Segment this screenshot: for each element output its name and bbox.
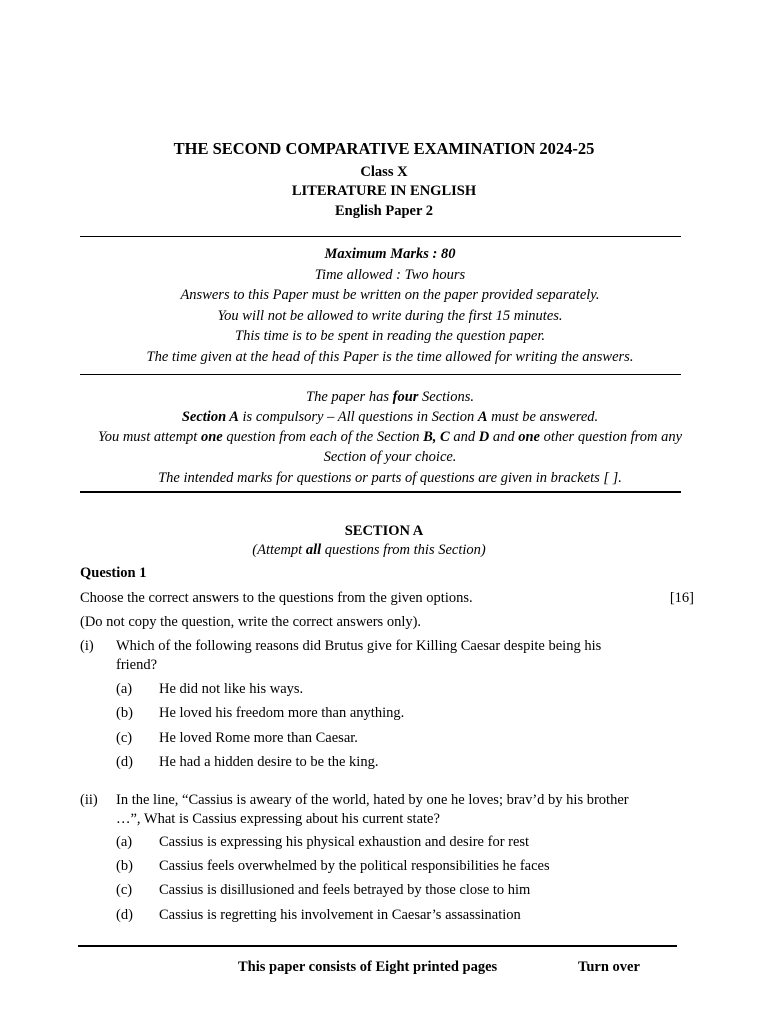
option-letter: (b) bbox=[116, 705, 133, 721]
option-letter: (d) bbox=[116, 907, 133, 923]
exam-title: THE SECOND COMPARATIVE EXAMINATION 2024-25 bbox=[173, 139, 595, 158]
instruction-line: This time is to be spent in reading the question paper. bbox=[235, 328, 545, 344]
question-title: Question 1 bbox=[80, 565, 147, 581]
instruction-line: The time given at the head of this Paper is the time allowed for writing the answers. bbox=[146, 348, 634, 365]
option-text: He loved Rome more than Caesar. bbox=[159, 730, 358, 746]
marks-note-line: The intended marks for questions or parts of questions are given in brackets [ ]. bbox=[158, 470, 622, 486]
option-text: Cassius is disillusioned and feels betrayed by those close to him bbox=[159, 882, 531, 898]
question-note: (Do not copy the question, write the correct answers only). bbox=[80, 614, 422, 630]
paper-label: English Paper 2 bbox=[334, 203, 434, 219]
option-letter: (a) bbox=[116, 834, 133, 850]
instruction-line: You will not be allowed to write during the first 15 minutes. bbox=[217, 307, 563, 324]
compulsory-line: Section A is compulsory – All questions in Section A must be answered. bbox=[181, 409, 599, 425]
option-text: Cassius is regretting his involvement in Caesar’s assassination bbox=[159, 907, 521, 923]
question-text: In the line, “Cassius is aweary of the world, hated by one he loves; brav’d by his brother …”, What is Cassius expressing about his current state? bbox=[116, 792, 629, 827]
instruction-line: Answers to this Paper must be written on the paper provided separately. bbox=[180, 287, 600, 303]
option-text: He had a hidden desire to be the king. bbox=[159, 754, 379, 770]
option-text: Cassius feels overwhelmed by the political responsibilities he faces bbox=[159, 858, 550, 874]
choice-line: Section of your choice. bbox=[323, 449, 457, 465]
option-letter: (d) bbox=[116, 754, 133, 770]
sections-count-line: The paper has four Sections. bbox=[306, 389, 474, 405]
option-letter: (c) bbox=[116, 882, 133, 898]
option-letter: (a) bbox=[116, 681, 133, 697]
time-allowed: Time allowed : Two hours bbox=[314, 266, 466, 283]
sections-info bbox=[70, 387, 710, 488]
footer-divider bbox=[78, 945, 677, 947]
divider bbox=[80, 491, 681, 493]
question-text: Which of the following reasons did Brutus give for Killing Caesar despite being his friend? bbox=[116, 638, 602, 673]
option-letter: (b) bbox=[116, 858, 133, 874]
option-text: Cassius is expressing his physical exhaustion and desire for rest bbox=[159, 834, 530, 850]
option-letter: (c) bbox=[116, 730, 133, 746]
divider bbox=[80, 236, 681, 237]
question-instruction: Choose the correct answers to the questions from the given options. [16] bbox=[80, 590, 694, 606]
question-number: (i) bbox=[80, 638, 94, 654]
option-text: He loved his freedom more than anything. bbox=[159, 705, 405, 721]
option-text: He did not like his ways. bbox=[159, 681, 304, 697]
section-a-note: (Attempt all questions from this Section) bbox=[252, 542, 486, 558]
divider bbox=[80, 374, 681, 375]
footer-page-count: This paper consists of Eight printed pages bbox=[238, 959, 498, 975]
class-label: Class X bbox=[360, 164, 408, 180]
marks-bracket: [16] bbox=[669, 590, 694, 606]
subject-label: LITERATURE IN ENGLISH bbox=[291, 183, 477, 199]
turn-over-label: Turn over bbox=[578, 959, 640, 975]
max-marks: Maximum Marks : 80 bbox=[324, 246, 456, 262]
question-number: (ii) bbox=[80, 792, 98, 808]
instructions-block bbox=[80, 245, 700, 368]
section-a-title: SECTION A bbox=[344, 523, 424, 539]
attempt-line: You must attempt one question from each of the Section B, C and D and one other question from any bbox=[97, 429, 683, 445]
